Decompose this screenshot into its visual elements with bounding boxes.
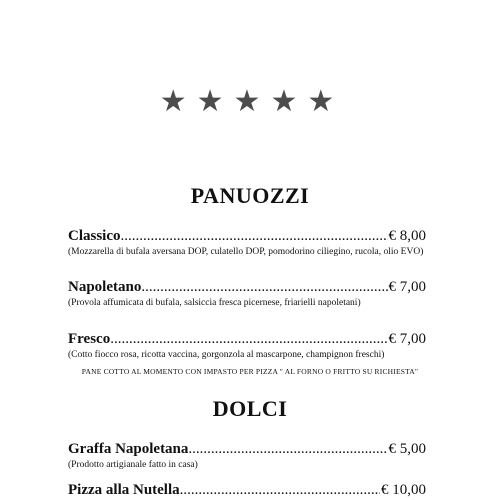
menu-item-line [68, 330, 426, 348]
menu-item [68, 440, 426, 471]
menu-item-line [68, 440, 426, 458]
menu-item-price: € 7,00 [388, 279, 426, 295]
star-icon: ★ [233, 85, 267, 118]
rating-stars [0, 84, 500, 120]
menu-item-description: (Mozzarella di bufala aversana DOP, culatello DOP, pomodorino ciliegino, rucola, olio EVO) [68, 247, 424, 257]
dot-leader [188, 440, 387, 458]
menu-item-line [68, 227, 426, 245]
menu-item-description: (Prodotto artigianale fatto in casa) [68, 460, 198, 470]
menu-item-name: Fresco [68, 331, 111, 347]
star-icon: ★ [270, 85, 304, 118]
star-icon: ★ [196, 85, 230, 118]
menu-item-line [68, 278, 426, 296]
panuozzi-note: PANE COTTO AL MOMENTO CON IMPASTO PER PIZZA " AL FORNO O FRITTO SU RICHIESTA" [81, 367, 419, 376]
menu-item-description: (Provola affumicata di bufala, salsiccia fresca picernese, friarielli napoletani) [68, 298, 361, 308]
menu-item-price: € 8,00 [388, 228, 426, 244]
menu-item-price: € 10,00 [381, 482, 426, 498]
menu-item-price: € 5,00 [388, 441, 426, 457]
dot-leader [180, 481, 380, 499]
section-title-panuozzi: PANUOZZI [190, 183, 310, 208]
menu-item [68, 278, 426, 309]
dot-leader [110, 330, 387, 348]
menu-item-description: (Cotto fiocco rosa, ricotta vaccina, gorgonzola al mascarpone, champignon freschi) [68, 350, 385, 360]
menu-item-name: Graffa Napoletana [68, 441, 189, 457]
menu-item-price: € 7,00 [388, 331, 426, 347]
menu-item-name: Napoletano [68, 279, 142, 295]
menu-item-name: Pizza alla Nutella [68, 482, 180, 498]
menu-item [68, 330, 426, 361]
menu-item [68, 227, 426, 258]
dot-leader [141, 278, 387, 296]
menu-item-line [68, 481, 426, 499]
star-icon: ★ [307, 85, 341, 118]
section-title-dolci: DOLCI [212, 396, 288, 421]
menu-item-name: Classico [68, 228, 121, 244]
menu-item [68, 481, 426, 499]
dot-leader [121, 227, 388, 245]
star-icon: ★ [159, 85, 193, 118]
